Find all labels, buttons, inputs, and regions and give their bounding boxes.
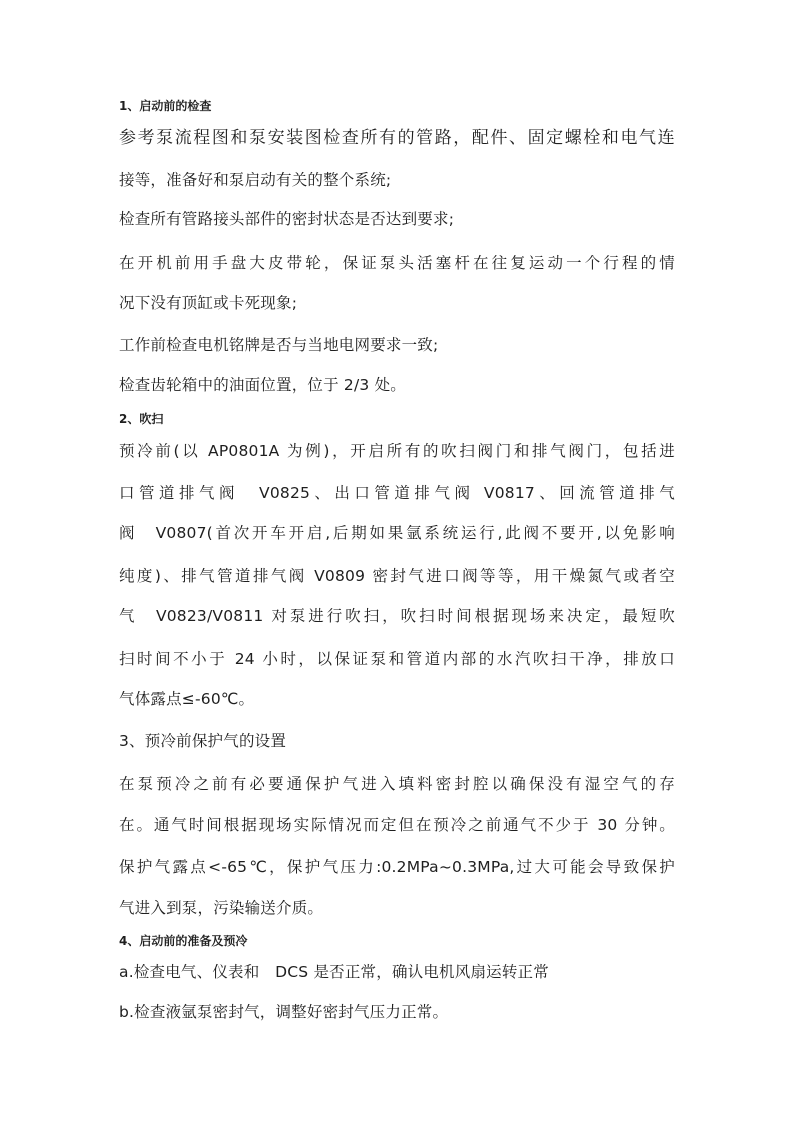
section-2-line-6: 扫时间不小于 24 小时，以保证泵和管道内部的水汽吹扫干净，排放口 bbox=[119, 650, 675, 668]
section-3-heading: 3、预冷前保护气的设置 bbox=[119, 732, 287, 750]
section-1-line-7: 检查齿轮箱中的油面位置，位于 2/3 处。 bbox=[119, 376, 407, 394]
section-3-line-4: 气进入到泵，污染输送介质。 bbox=[119, 899, 324, 917]
section-1-line-6: 工作前检查电机铭牌是否与当地电网要求一致; bbox=[119, 336, 439, 354]
section-1-line-1: 参考泵流程图和泵安装图检查所有的管路，配件、固定螺栓和电气连 bbox=[119, 128, 675, 148]
section-4-line-1: a.检查电气、仪表和 DCS 是否正常，确认电机风扇运转正常 bbox=[119, 963, 549, 981]
section-3-line-3: 保护气露点<-65℃，保护气压力:0.2MPa~0.3MPa,过大可能会导致保护 bbox=[119, 858, 675, 876]
section-1-line-2: 接等，准备好和泵启动有关的整个系统; bbox=[119, 171, 392, 189]
section-2-line-5: 气 V0823/V0811 对泵进行吹扫，吹扫时间根据现场来决定，最短吹 bbox=[119, 607, 675, 625]
section-2-line-7: 气体露点≤-60℃。 bbox=[119, 690, 255, 708]
section-4-line-2: b.检查液氩泵密封气，调整好密封气压力正常。 bbox=[119, 1003, 449, 1021]
section-1-heading: 1、启动前的检查 bbox=[119, 99, 212, 113]
section-1-line-3: 检查所有管路接头部件的密封状态是否达到要求; bbox=[119, 210, 455, 228]
section-3-line-1: 在泵预冷之前有必要通保护气进入填料密封腔以确保没有湿空气的存 bbox=[119, 775, 675, 793]
section-2-heading: 2、吹扫 bbox=[119, 412, 164, 426]
section-2-line-2: 口管道排气阀 V0825、出口管道排气阀 V0817、回流管道排气 bbox=[119, 484, 675, 502]
section-1-line-5: 况下没有顶缸或卡死现象; bbox=[119, 294, 298, 312]
section-2-line-4: 纯度)、排气管道排气阀 V0809 密封气进口阀等等，用干燥氮气或者空 bbox=[119, 567, 675, 585]
section-2-line-3: 阀 V0807(首次开车开启,后期如果氩系统运行,此阀不要开,以免影响 bbox=[119, 524, 675, 542]
section-3-line-2: 在。通气时间根据现场实际情况而定但在预冷之前通气不少于 30 分钟。 bbox=[119, 816, 675, 834]
section-4-heading: 4、启动前的准备及预冷 bbox=[119, 934, 248, 948]
section-1-line-4: 在开机前用手盘大皮带轮，保证泵头活塞杆在往复运动一个行程的情 bbox=[119, 254, 675, 272]
section-2-line-1: 预冷前(以 AP0801A 为例)，开启所有的吹扫阀门和排气阀门，包括进 bbox=[119, 442, 675, 460]
